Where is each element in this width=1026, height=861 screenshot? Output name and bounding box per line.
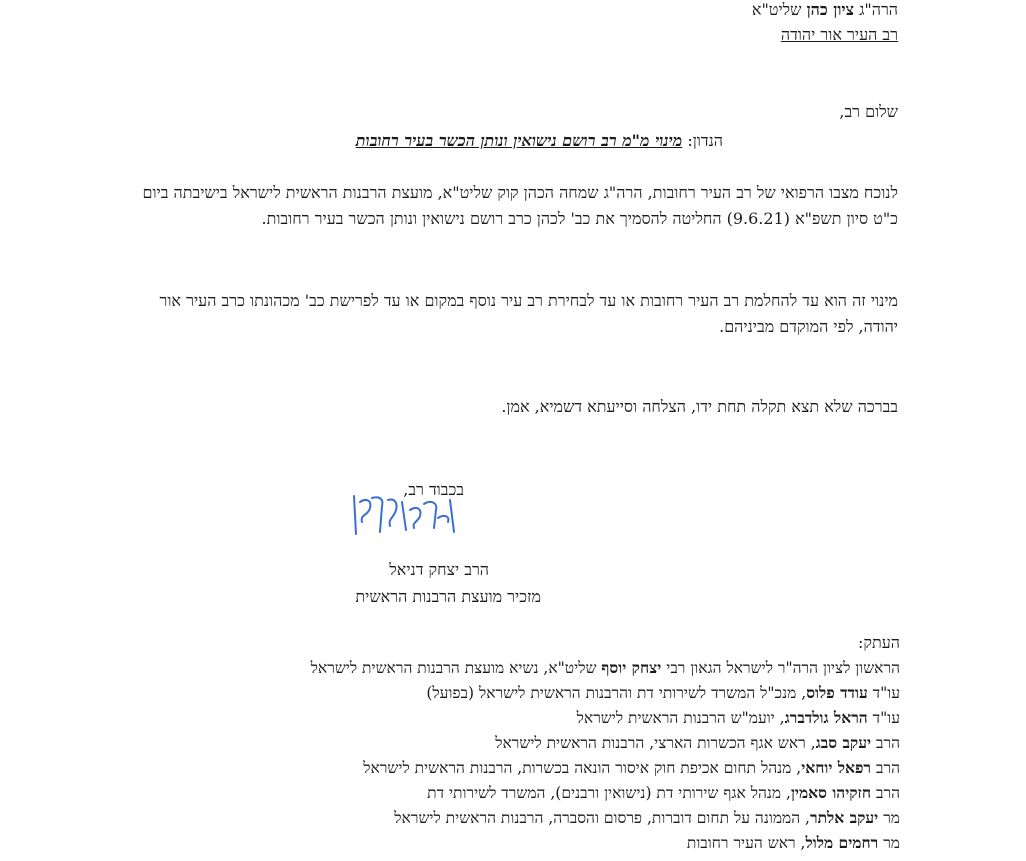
- cc-role: , מנהל תחום אכיפת חוק איסור הונאה בכשרות, הרבנות הראשית לישראל: [363, 759, 802, 777]
- cc-role: שליט"א, נשיא מועצת הרבנות הראשית לישראל: [310, 659, 597, 677]
- addressee-suffix: שליט"א: [751, 0, 802, 19]
- cc-line: [426, 681, 900, 705]
- closing: בכבוד רב,: [403, 480, 464, 499]
- cc-line: [363, 756, 900, 780]
- cc-prefix: הרב: [876, 784, 900, 802]
- subject-line: [356, 131, 723, 151]
- signer-name: הרב יצחק דניאל: [389, 560, 489, 579]
- paragraph-3: בברכה שלא תצא תקלה תחת ידו, הצלחה וסייעתא דשמיא, אמן.: [501, 397, 898, 416]
- cc-line: [687, 831, 900, 855]
- addressee-name-bold: ציון כהן: [806, 0, 854, 19]
- cc-name: חזקיהו סאמין: [790, 783, 872, 802]
- signer-title: מזכיר מועצת הרבנות הראשית: [355, 587, 541, 606]
- cc-name: רחמים מלול: [805, 833, 879, 852]
- cc-line: [394, 806, 900, 830]
- cc-role: , ראש אגף הכשרות הארצי, הרבנות הראשית לישראל: [495, 734, 816, 752]
- cc-name: יעקב סבג: [815, 733, 872, 752]
- cc-role: , ראש העיר רחובות: [686, 834, 806, 852]
- cc-prefix: מר: [883, 834, 900, 852]
- copies-label: העתק:: [858, 633, 900, 652]
- cc-name: יצחק יוסף: [601, 658, 662, 677]
- cc-role: , מנהל אגף שירותי דת (נישואין ורבנים), המשרד לשירותי דת: [427, 784, 791, 802]
- cc-name: עודד פלוס: [806, 683, 868, 702]
- cc-prefix: הרב: [876, 734, 900, 752]
- cc-role: , מנכ"ל המשרד לשירותי דת והרבנות הראשית לישראל (בפועל): [426, 684, 807, 702]
- handwritten-signature: [350, 488, 462, 542]
- cc-name: הראל גולדברג: [784, 708, 868, 727]
- cc-role: , הממונה על תחום דוברות, פרסום והסברה, הרבנות הראשית לישראל: [394, 809, 810, 827]
- cc-prefix: עו"ד: [872, 684, 900, 702]
- cc-prefix: הראשון לציון הרה"ר לישראל הגאון רבי: [666, 659, 900, 677]
- cc-name: רפאל יוחאי: [801, 758, 872, 777]
- cc-line: [577, 706, 900, 730]
- paragraph-2: מינוי זה הוא עד להחלמת רב העיר רחובות או עד לבחירת רב עיר נוסף במקום או עד לפרישת כב' מכהונתו כרב העיר אור יהודה, לפי המוקדם מביניהם.: [159, 291, 898, 336]
- addressee-title: רב העיר אור יהודה: [780, 25, 898, 44]
- cc-name: יעקב אלתר: [809, 808, 879, 827]
- cc-line: [495, 731, 900, 755]
- cc-role: , יועמ"ש הרבנות הראשית לישראל: [576, 709, 785, 727]
- greeting: שלום רב,: [839, 102, 898, 121]
- paragraph-1: לנוכח מצבו הרפואי של רב העיר רחובות, הרה"ג שמחה הכהן קוק שליט"א, מועצת הרבנות הראשית לישראל בישיבתה ביום כ"ט סיון תשפ"א (9.6.21) החליטה להסמיך את כב' לכהן כרב רושם נישואין ונותן הכשר בעיר רחובות.: [142, 183, 898, 228]
- cc-line: [311, 656, 900, 680]
- addressee-name: [752, 0, 898, 20]
- cc-line: [427, 781, 900, 805]
- cc-prefix: מר: [883, 809, 900, 827]
- subject-text: מינוי מ"מ רב רושם נישואין ונותן הכשר בעיר רחובות: [355, 131, 683, 150]
- subject-label: הנדון:: [687, 131, 723, 150]
- cc-prefix: עו"ד: [872, 709, 900, 727]
- addressee-prefix: הרה"ג: [859, 0, 898, 19]
- cc-prefix: הרב: [876, 759, 900, 777]
